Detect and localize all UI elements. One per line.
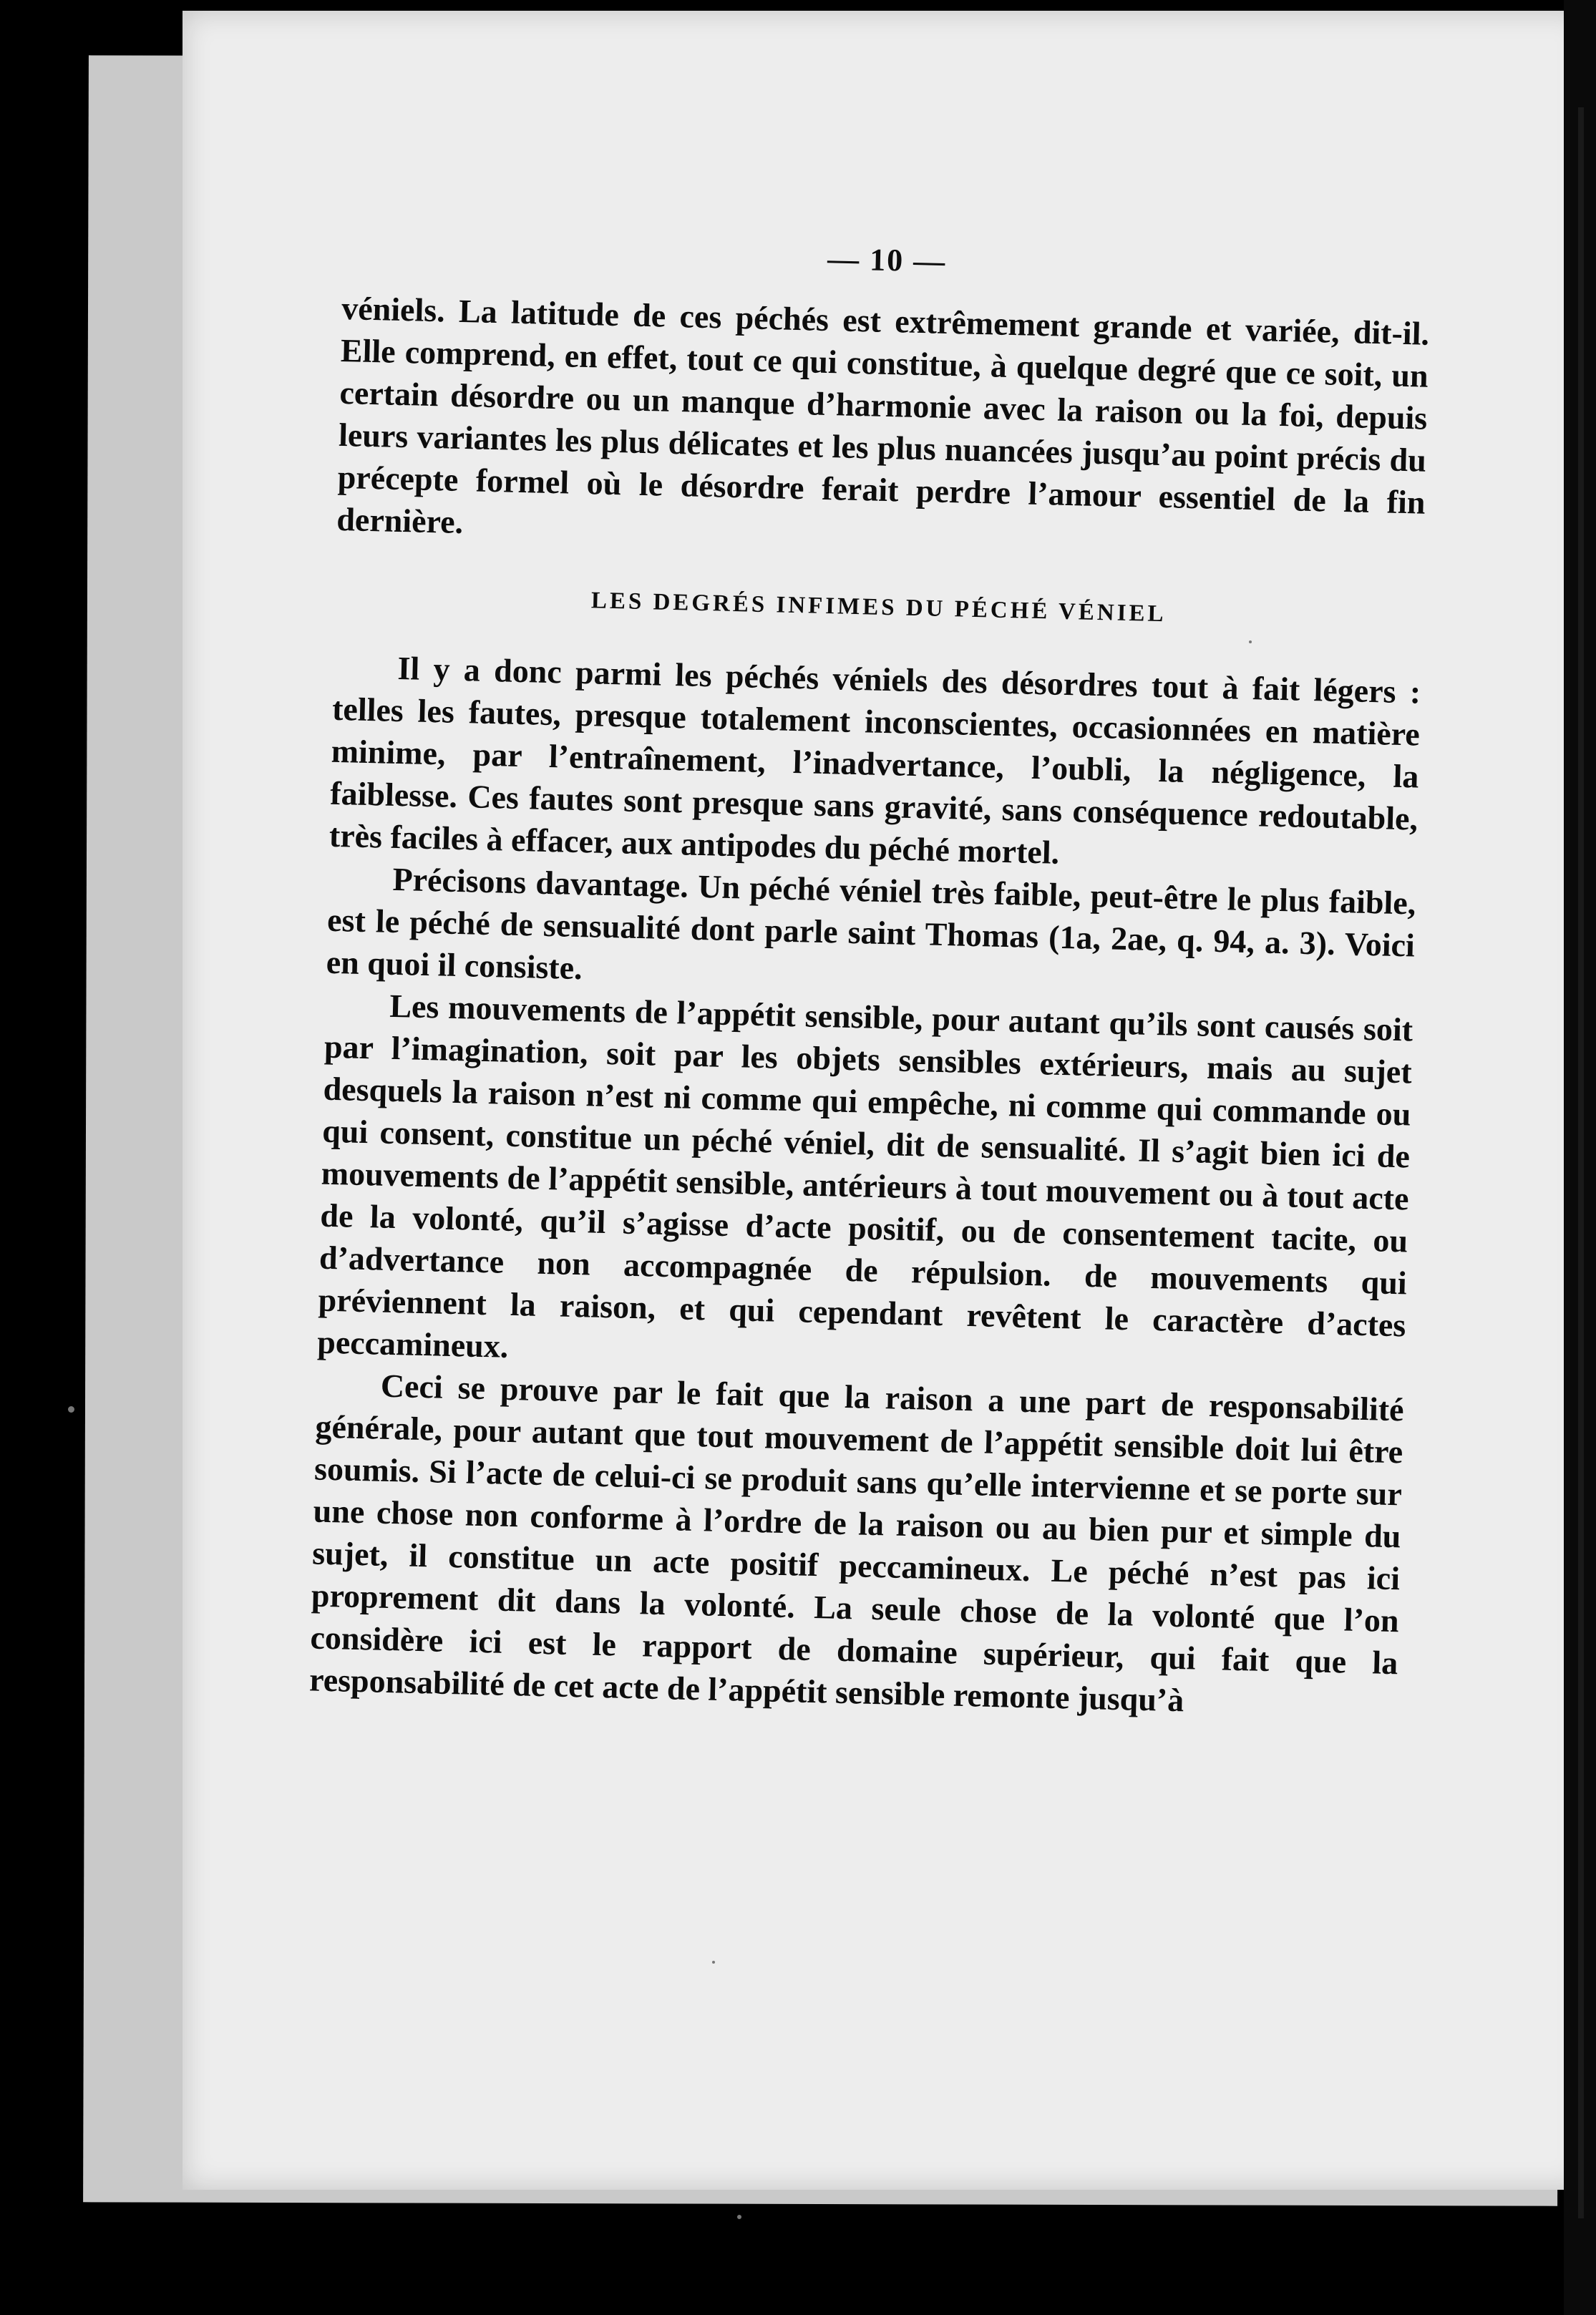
paragraph: Ceci se prouve par le fait que la raison a une part de responsabilité générale, pour autant que tout mouvement de l’appétit sensible doit lui être soumis. Si l’acte de celui-ci se produit sans qu’elle intervienne et se porte sur une chose non conforme à l’ordre de la raison ou au bien pur et simple du sujet, il constitue un acte positif peccamineux. Le péché n’est pas ici proprement dit dans la volonté. La seule chose de la volonté que l’on considère ici est le rapport de domaine supérieur, qui fait que la responsabilité de cet acte de l’appétit sensible remonte jusqu’à (308, 1367, 1405, 1719)
dust-speck (68, 1406, 74, 1413)
paragraph: Les mouvements de l’appétit sensible, pour autant qu’ils sont causés soit par l’imagination, soit par les objets sensibles extérieurs, mais au sujet desquels la raison n’est ni comme qui empêche, ni comme qui commande ou qui consent, constitue un péché véniel, dit de sensualité. Il s’agit bien ici de mouvements de l’appétit sensible, antérieurs à tout mouvement ou à tout acte de la volonté, qu’il s’agisse d’acte positif, ou de consentement tacite, ou d’advertance non accompagnée de répulsion. de mouvements qui préviennent la raison, et qui cependant revêtent le caractère d’actes peccamineux. (316, 987, 1413, 1365)
dust-speck (737, 2215, 741, 2219)
section-heading: LES DEGRÉS INFIMES DU PÉCHÉ VÉNIEL (590, 588, 1167, 628)
paragraph: Il y a donc parmi les péchés véniels des désordres tout à fait légers : telles les fautes, presque totalement inconscientes, occasionnées en matière minime, par l’entraînement, l’inadvertance, l’oubli, la négligence, la faiblesse. Ces fautes sont presque sans gravité, sans conséquence redoutable, très faciles à effacer, aux antipodes du péché mortel. (329, 649, 1421, 871)
text-block (309, 229, 1431, 1726)
binding-line (1578, 107, 1584, 2218)
dust-speck (712, 1961, 715, 1964)
paragraph: Précisons davantage. Un péché véniel très faible, peut-être le plus faible, est le péché de sensualité dont parle saint Thomas (1a, 2ae, q. 94, a. 3). Voici en quoi il consiste. (326, 860, 1416, 987)
page-number: — 10 — (827, 240, 947, 279)
opening-paragraph: véniels. La latitude de ces péchés est extrêmement grande et variée, dit-il. Elle comprend, en effet, tout ce qui constitue, à quelque degré que ce soit, un certain désordre ou un manque d’harmonie avec la raison ou la foi, depuis leurs variantes les plus délicates et les plus nuancées jusqu’au point précis du précepte formel où le désordre ferait perdre l’amour essentiel de la fin dernière. (336, 289, 1430, 541)
